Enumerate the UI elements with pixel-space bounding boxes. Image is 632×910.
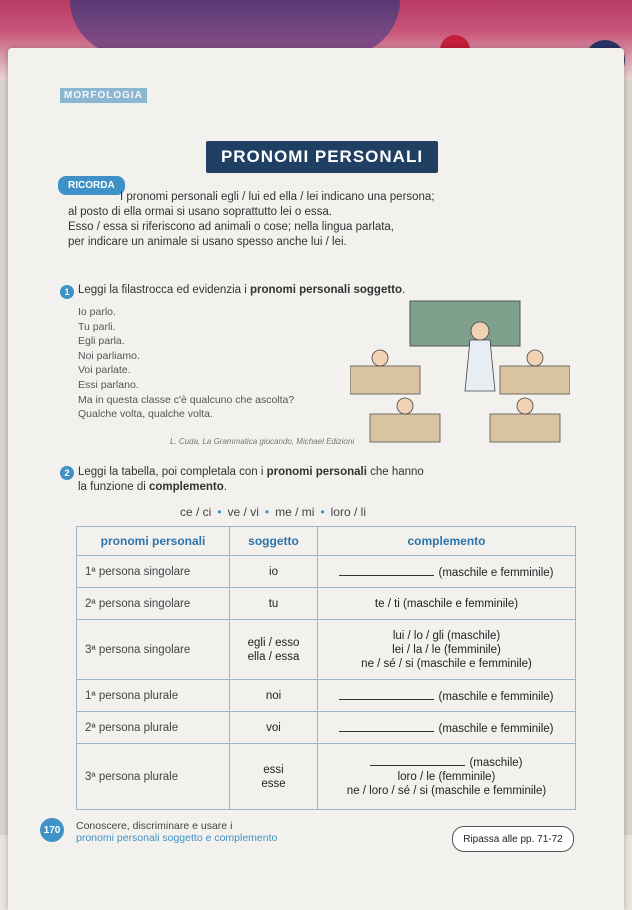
poem-line[interactable]: Egli parla. bbox=[78, 335, 125, 348]
classroom-illustration bbox=[350, 296, 570, 446]
table-header: pronomi personali bbox=[77, 527, 230, 556]
table-header: complemento bbox=[318, 527, 576, 556]
ricorda-line: I pronomi personali egli / lui ed ella / lei indicano una persona; bbox=[120, 191, 435, 203]
instruction-text: Leggi la filastrocca ed evidenzia i bbox=[78, 284, 250, 296]
table-row bbox=[77, 588, 576, 620]
instruction-bold: pronomi personali soggetto bbox=[249, 284, 403, 296]
poem-credit: L. Cuda, La Grammatica giocando, Michael Edizioni bbox=[170, 437, 355, 446]
poem-line[interactable]: Io parlo. bbox=[78, 306, 116, 318]
person-cell: 3ª persona plurale bbox=[77, 744, 230, 810]
blackboard bbox=[410, 301, 520, 346]
section-tag: MORFOLOGIA bbox=[60, 88, 147, 103]
complement-cell bbox=[318, 712, 576, 744]
poem-line[interactable]: Voi parlate. bbox=[78, 364, 131, 377]
desk bbox=[370, 414, 440, 442]
complement-text: (maschile e femminile) bbox=[438, 566, 554, 579]
complement-text: (maschile e femminile) bbox=[438, 722, 554, 735]
complement-text: (maschile e femminile) bbox=[438, 690, 554, 703]
poem-line[interactable]: Ma in questa classe c'è qualcuno che ascolta? bbox=[78, 393, 295, 406]
poem-line[interactable]: Tu parli. bbox=[78, 320, 116, 333]
complement-cell bbox=[318, 680, 576, 712]
desk bbox=[500, 366, 570, 394]
person-cell: 2ª persona plurale bbox=[77, 712, 230, 744]
complement-cell bbox=[318, 744, 576, 810]
poem bbox=[78, 305, 294, 422]
instruction-bold: complemento bbox=[148, 481, 224, 493]
exercise-2-number: 2 bbox=[60, 466, 74, 480]
page-title: PRONOMI PERSONALI bbox=[206, 141, 438, 173]
ripassa-reference: Ripassa alle pp. 71-72 bbox=[452, 826, 574, 852]
instruction-end: . bbox=[402, 284, 406, 296]
person-cell: 3ª persona singolare bbox=[77, 620, 230, 680]
ricorda-line: Esso / essa si riferiscono ad animali o cose; nella lingua parlata, bbox=[68, 221, 395, 233]
table-row bbox=[77, 556, 576, 588]
desk bbox=[490, 414, 560, 442]
footer-objective bbox=[76, 820, 277, 844]
pupil-head bbox=[372, 350, 388, 366]
answer-blank[interactable] bbox=[370, 755, 465, 766]
answer-blank[interactable] bbox=[339, 721, 434, 732]
person-cell: 1ª persona singolare bbox=[77, 556, 230, 588]
ricorda-text bbox=[68, 190, 568, 250]
complement-text: (maschile) bbox=[469, 757, 523, 769]
complement-cell bbox=[318, 556, 576, 588]
pupil-head bbox=[397, 398, 413, 414]
word-bank-item[interactable]: me / mi bbox=[275, 505, 315, 519]
instruction-text: Leggi la tabella, poi completala con i bbox=[78, 466, 267, 478]
table-row bbox=[77, 620, 576, 680]
page-number: 170 bbox=[40, 818, 64, 842]
pencil-case bbox=[70, 0, 400, 55]
pupil-head bbox=[517, 398, 533, 414]
table-header: soggetto bbox=[230, 527, 318, 556]
person-cell: 1ª persona plurale bbox=[77, 680, 230, 712]
complement-cell: lui / lo / gli (maschile) lei / la / le (femminile) ne / sé / si (maschile e femminile) bbox=[318, 620, 576, 680]
word-bank-item[interactable]: loro / li bbox=[330, 505, 366, 519]
subject-cell: noi bbox=[230, 680, 318, 712]
word-bank-item[interactable]: ce / ci bbox=[180, 505, 212, 519]
ricorda-line: per indicare un animale si usano spesso anche lui / lei. bbox=[68, 236, 347, 248]
subject-cell: io bbox=[230, 556, 318, 588]
complement-text: loro / le (femminile) ne / loro / sé / si (maschile e femminile) bbox=[346, 771, 547, 797]
poem-line[interactable]: Qualche volta, qualche volta. bbox=[78, 408, 213, 421]
table-row bbox=[77, 712, 576, 744]
answer-blank[interactable] bbox=[339, 689, 434, 700]
subject-cell: essi esse bbox=[230, 744, 318, 810]
word-bank-item[interactable]: ve / vi bbox=[227, 505, 259, 519]
person-cell: 2ª persona singolare bbox=[77, 588, 230, 620]
subject-cell: voi bbox=[230, 712, 318, 744]
exercise-1-number: 1 bbox=[60, 285, 74, 299]
complement-cell: te / ti (maschile e femminile) bbox=[318, 588, 576, 620]
ricorda-line: al posto di ella ormai si usano soprattutto lei o essa. bbox=[68, 206, 333, 218]
poem-line[interactable]: Essi parlano. bbox=[78, 378, 139, 391]
footer-line: Conoscere, discriminare e usare i bbox=[76, 820, 233, 832]
word-bank: ce / ci • ve / vi • me / mi • loro / li bbox=[180, 505, 366, 519]
subject-cell: tu bbox=[230, 588, 318, 620]
desk bbox=[350, 366, 420, 394]
teacher-head bbox=[471, 322, 489, 340]
teacher-body bbox=[465, 340, 495, 391]
table-row bbox=[77, 680, 576, 712]
instruction-bold: pronomi personali bbox=[266, 466, 367, 478]
pronouns-table bbox=[76, 526, 576, 810]
ricorda-label: RICORDA bbox=[58, 176, 125, 195]
pupil-head bbox=[527, 350, 543, 366]
instruction-end: . bbox=[223, 481, 227, 493]
exercise-2-instruction bbox=[78, 465, 558, 495]
footer-line: pronomi personali soggetto e complemento bbox=[76, 832, 278, 844]
table-row bbox=[77, 744, 576, 810]
answer-blank[interactable] bbox=[339, 565, 434, 576]
subject-cell: egli / esso ella / essa bbox=[230, 620, 318, 680]
exercise-1-instruction bbox=[78, 284, 405, 296]
instruction-text: la funzione di bbox=[78, 481, 149, 493]
instruction-text: che hanno bbox=[366, 466, 424, 478]
poem-line[interactable]: Noi parliamo. bbox=[78, 349, 140, 362]
